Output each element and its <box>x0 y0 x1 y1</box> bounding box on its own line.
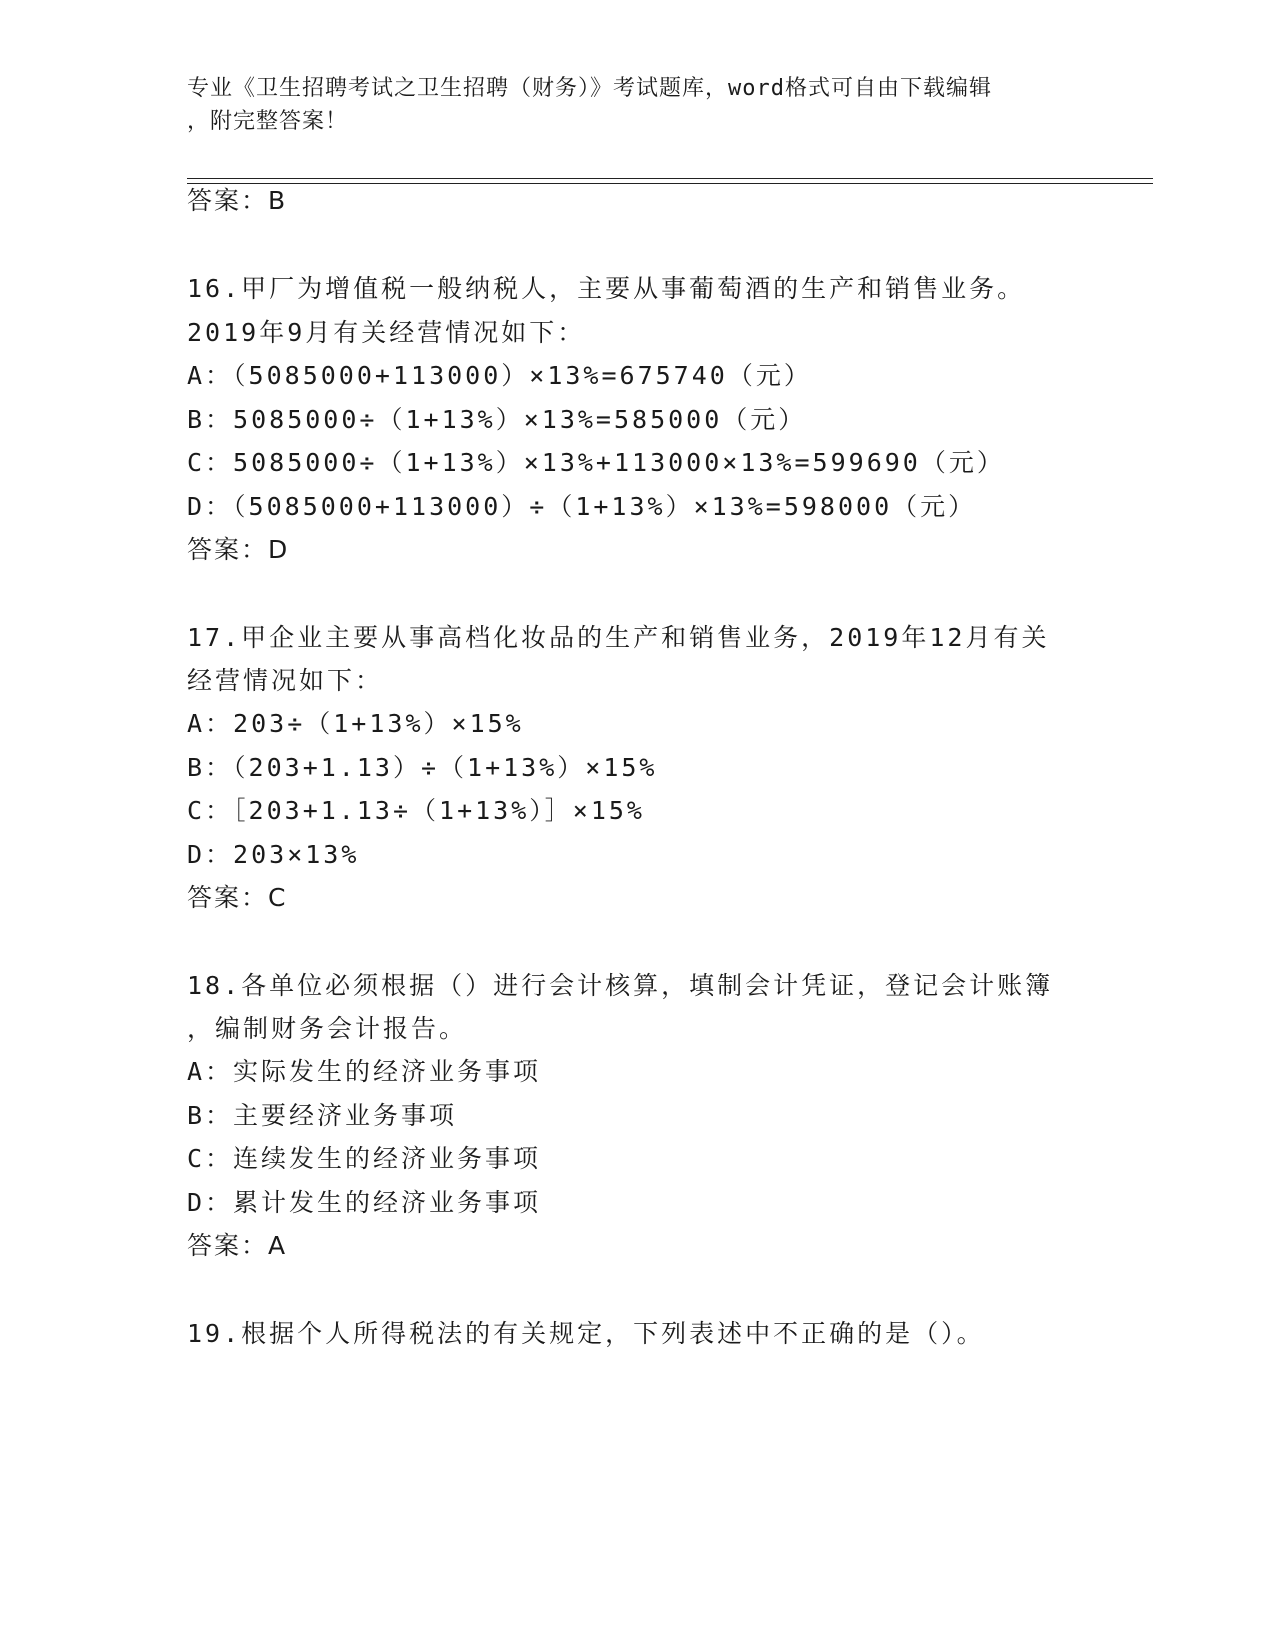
question-17-stem-line-1: 17.甲企业主要从事高档化妆品的生产和销售业务，2019年12月有关 <box>187 623 1050 652</box>
answer-17: 答案：C <box>187 883 288 912</box>
header-rule-bottom <box>187 183 1153 184</box>
question-16-option-c: C：5085000÷（1+13%）×13%+113000×13%=599690（元） <box>187 448 1005 477</box>
question-16-option-b: B：5085000÷（1+13%）×13%=585000（元） <box>187 405 807 434</box>
question-16-stem-line-1: 16.甲厂为增值税一般纳税人，主要从事葡萄酒的生产和销售业务。 <box>187 274 1026 303</box>
question-18-option-d: D：累计发生的经济业务事项 <box>187 1188 542 1217</box>
question-16-option-a: A：（5085000+113000）×13%=675740（元） <box>187 361 812 390</box>
question-17-option-d: D：203×13% <box>187 840 360 869</box>
question-17-option-a: A：203÷（1+13%）×15% <box>187 709 524 738</box>
answer-16: 答案：D <box>187 535 290 564</box>
question-18-stem-line-2: ，编制财务会计报告。 <box>187 1014 468 1043</box>
answer-15: 答案：B <box>187 186 288 215</box>
question-16-option-d: D：（5085000+113000）÷（1+13%）×13%=598000（元） <box>187 492 977 521</box>
question-18-option-c: C：连续发生的经济业务事项 <box>187 1144 542 1173</box>
question-19-stem: 19.根据个人所得税法的有关规定，下列表述中不正确的是（）。 <box>187 1319 985 1348</box>
question-17-option-b: B：（203+1.13）÷（1+13%）×15% <box>187 753 658 782</box>
answer-18: 答案：A <box>187 1231 288 1260</box>
question-18-stem-line-1: 18.各单位必须根据（）进行会计核算，填制会计凭证，登记会计账簿 <box>187 971 1054 1000</box>
question-16-stem-line-2: 2019年9月有关经营情况如下： <box>187 318 586 347</box>
page-header: 专业《卫生招聘考试之卫生招聘（财务）》考试题库，word格式可自由下载编辑 ，附完整答案！ <box>187 76 992 134</box>
question-17-option-c: C：［203+1.13÷（1+13%）］×15% <box>187 796 645 825</box>
question-18-option-b: B：主要经济业务事项 <box>187 1101 458 1130</box>
question-18-option-a: A：实际发生的经济业务事项 <box>187 1057 542 1086</box>
header-rule-top <box>187 178 1153 179</box>
question-17-stem-line-2: 经营情况如下： <box>187 666 384 695</box>
